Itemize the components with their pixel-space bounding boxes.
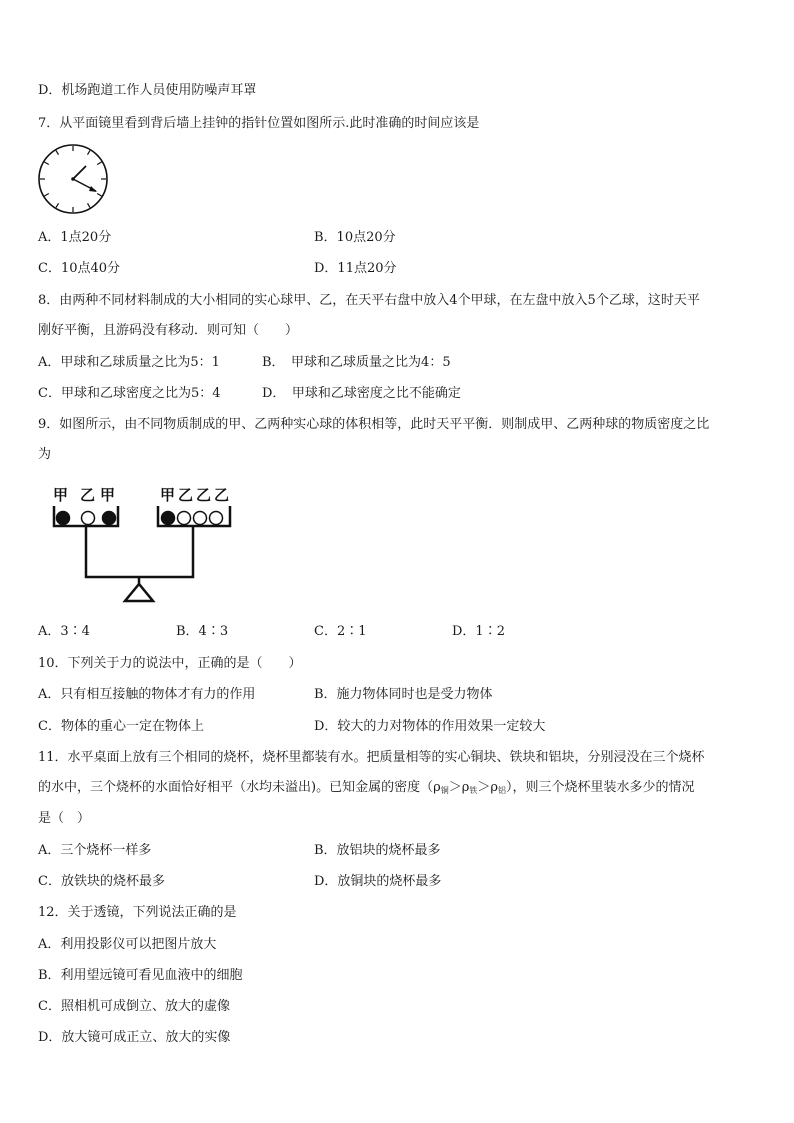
q9-stem-line2: 为 bbox=[38, 447, 52, 462]
q7-option-d: D．11点20分 bbox=[314, 261, 397, 276]
clock-hand-short bbox=[73, 166, 86, 179]
right-ball-yi-2 bbox=[194, 512, 207, 525]
q7-stem: 7．从平面镜里看到背后墙上挂钟的指针位置如图所示.此时准确的时间应该是 bbox=[38, 116, 480, 131]
q6-option-d: D．机场跑道工作人员使用防噪声耳罩 bbox=[38, 83, 257, 98]
q11-option-b: B．放铝块的烧杯最多 bbox=[314, 843, 441, 858]
sub-copper: 铜 bbox=[440, 786, 449, 795]
right-label-3: 乙 bbox=[196, 486, 212, 504]
sub-aluminum: 铝 bbox=[498, 786, 507, 795]
sub-iron: 铁 bbox=[469, 786, 478, 795]
left-ball-jia-2 bbox=[103, 512, 116, 525]
q12-stem: 12．关于透镜，下列说法正确的是 bbox=[38, 905, 237, 920]
q9-option-b: B．4∶3 bbox=[176, 624, 229, 639]
right-label-1: 甲 bbox=[160, 486, 176, 504]
q8-option-a: A．甲球和乙球质量之比为5：1 bbox=[38, 355, 220, 370]
q7-option-a: A．1点20分 bbox=[38, 230, 112, 245]
right-label-4: 乙 bbox=[214, 486, 230, 504]
q8-option-d: D． 甲球和乙球密度之比不能确定 bbox=[262, 386, 461, 401]
left-label-3: 甲 bbox=[100, 486, 116, 504]
q10-option-c: C．物体的重心一定在物体上 bbox=[38, 719, 204, 734]
clock-hand-arrow bbox=[89, 186, 97, 192]
q9-option-a: A．3∶4 bbox=[38, 624, 90, 639]
balance-fulcrum bbox=[125, 584, 153, 601]
q10-option-a: A．只有相互接触的物体才有力的作用 bbox=[38, 687, 256, 702]
q10-option-d: D．较大的力对物体的作用效果一定较大 bbox=[314, 719, 546, 734]
q11-option-a: A．三个烧杯一样多 bbox=[38, 843, 152, 858]
q11-stem-line1: 11．水平桌面上放有三个相同的烧杯，烧杯里都装有水。把质量相等的实心铜块、铁块和铝块，分别浸没在三个烧杯 bbox=[38, 750, 705, 765]
q10-stem: 10．下列关于力的说法中，正确的是（ ） bbox=[38, 656, 302, 671]
q10-option-b: B．施力物体同时也是受力物体 bbox=[314, 687, 493, 702]
q11-option-d: D．放铜块的烧杯最多 bbox=[314, 874, 442, 889]
left-label-2: 乙 bbox=[80, 486, 96, 504]
q9-option-c: C．2∶1 bbox=[314, 624, 367, 639]
balance-beam bbox=[86, 526, 193, 577]
left-ball-jia-1 bbox=[57, 512, 70, 525]
right-ball-yi-3 bbox=[210, 512, 223, 525]
q11-option-c: C．放铁块的烧杯最多 bbox=[38, 874, 165, 889]
q9-option-d: D．1∶2 bbox=[452, 624, 505, 639]
left-ball-yi bbox=[82, 512, 95, 525]
q8-stem-line1: 8．由两种不同材料制成的大小相同的实心球甲、乙，在天平右盘中放入4个甲球，在左盘中放入5个乙球，这时天平 bbox=[38, 293, 700, 308]
q7-option-b: B．10点20分 bbox=[314, 230, 396, 245]
right-label-2: 乙 bbox=[178, 486, 194, 504]
clock-figure bbox=[36, 142, 110, 216]
q8-stem-line2: 刚好平衡，且游码没有移动．则可知（ ） bbox=[38, 323, 299, 338]
right-ball-jia bbox=[162, 512, 175, 525]
q12-option-b: B．利用望远镜可看见血液中的细胞 bbox=[38, 968, 243, 983]
q12-option-a: A．利用投影仪可以把图片放大 bbox=[38, 937, 217, 952]
q11-stem-line3: 是（ ） bbox=[38, 811, 91, 826]
q12-option-c: C．照相机可成倒立、放大的虚像 bbox=[38, 999, 230, 1014]
right-ball-yi-1 bbox=[178, 512, 191, 525]
q8-option-c: C．甲球和乙球密度之比为5：4 bbox=[38, 386, 221, 401]
q9-stem-line1: 9．如图所示，由不同物质制成的甲、乙两种实心球的体积相等，此时天平平衡．则制成甲、乙两种球的物质密度之比 bbox=[38, 417, 710, 432]
q8-option-b: B． 甲球和乙球质量之比为4：5 bbox=[262, 355, 451, 370]
q12-option-d: D．放大镜可成正立、放大的实像 bbox=[38, 1030, 231, 1045]
left-label-1: 甲 bbox=[53, 486, 69, 504]
balance-figure bbox=[50, 484, 240, 606]
q7-option-c: C．10点40分 bbox=[38, 261, 121, 276]
q11-stem-line2: 的水中，三个烧杯的水面恰好相平（水均未溢出)。已知金属的密度$(\rho_铜>\rho_铁>\rho_铝)$，则三个烧杯里装水多少的情况 bbox=[38, 780, 695, 795]
